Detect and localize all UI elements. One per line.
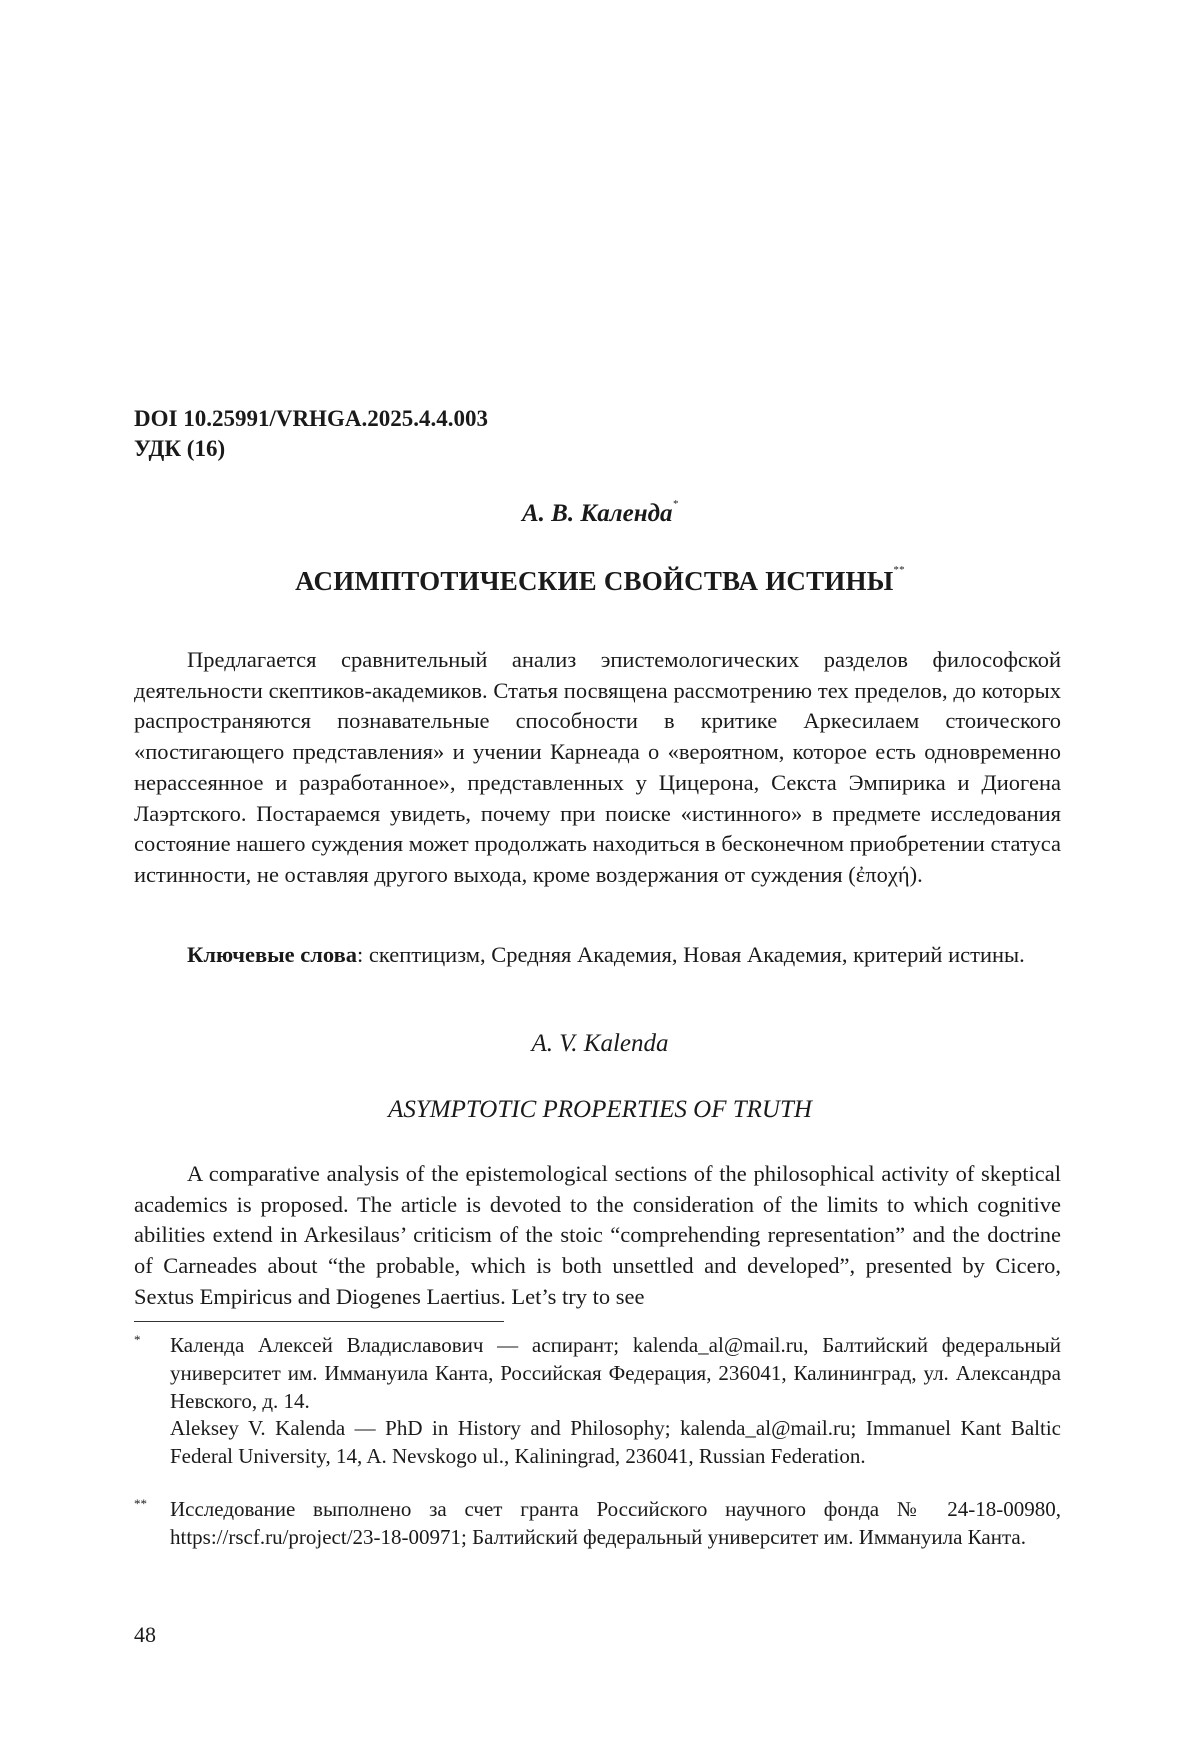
footnote-mark: ** bbox=[134, 1496, 147, 1511]
author-en: A. V. Kalenda bbox=[531, 1030, 669, 1057]
title-ru-text: АСИМПТОТИЧЕСКИЕ СВОЙСТВА ИСТИНЫ bbox=[295, 566, 894, 596]
footnote-line: Исследование выполнено за счет гранта Российского научного фонда № 24-18-00980, https://rscf.ru/project/23-18-00971; Балтийский федеральный университет им. Иммануила Канта. bbox=[170, 1497, 1061, 1549]
keywords-ru bbox=[134, 940, 1061, 971]
article-identifiers bbox=[134, 404, 488, 464]
title-ru bbox=[0, 566, 1200, 597]
footnote-line: Календа Алексей Владиславович — аспирант; kalenda_al@mail.ru, Балтийский федеральный университет им. Иммануила Канта, Российская Федерация, 236041, Калининград, ул. Александра Невского, д. 14. bbox=[170, 1333, 1061, 1413]
footnote-author bbox=[134, 1332, 1061, 1471]
footnote-line: Aleksey V. Kalenda — PhD in History and Philosophy; kalenda_al@mail.ru; Immanuel Kant Baltic Federal University, 14, A. Nevskogo ul., Kaliningrad, 236041, Russian Federation. bbox=[170, 1416, 1061, 1469]
author-footnote-mark[interactable]: * bbox=[672, 498, 678, 510]
footnote-divider bbox=[134, 1321, 504, 1322]
title-footnote-mark[interactable]: ** bbox=[893, 564, 905, 576]
keywords-label: Ключевые слова bbox=[187, 942, 357, 967]
author-ru-name: А. В. Календа bbox=[521, 500, 673, 527]
title-en: ASYMPTOTIC PROPERTIES OF TRUTH bbox=[388, 1096, 812, 1123]
abstract-en: A comparative analysis of the epistemological sections of the philosophical activity of skeptical academics is proposed. The article is devoted to the consideration of the limits to which cognitive abilities extend in Arkesilaus’ criticism of the stoic “comprehending representation” and the doctrine of Carneades about “the probable, which is both unsettled and developed”, presented by Cicero, Sextus Empiricus and Diogenes Laertius. Let’s try to see bbox=[134, 1161, 1061, 1309]
page-number: 48 bbox=[134, 1622, 156, 1647]
footnote-grant bbox=[134, 1496, 1061, 1552]
footnote-mark: * bbox=[134, 1332, 141, 1347]
keywords-text: : скептицизм, Средняя Академия, Новая Академия, критерий истины. bbox=[356, 942, 1025, 967]
udk: УДК (16) bbox=[134, 436, 226, 461]
author-ru bbox=[0, 500, 1200, 528]
abstract-ru: Предлагается сравнительный анализ эпистемологических разделов философской деятельности скептиков-академиков. Статья посвящена рассмотрению тех пределов, до которых распространяются познавательные способности в критике Аркесилаем стоического «постигающего представления» и учении Карнеада о «вероятном, которое есть одновременно нерассеянное и разработанное», представленных у Цицерона, Секста Эмпирика и Диогена Лаэртского. Постараемся увидеть, почему при поиске «истинного» в предмете исследования состояние нашего суждения может продолжать находиться в бесконечном приобретении статуса истинности, не оставляя другого выхода, кроме воздержания от суждения (ἐποχή). bbox=[134, 647, 1061, 887]
doi: DOI 10.25991/VRHGA.2025.4.4.003 bbox=[134, 406, 488, 431]
